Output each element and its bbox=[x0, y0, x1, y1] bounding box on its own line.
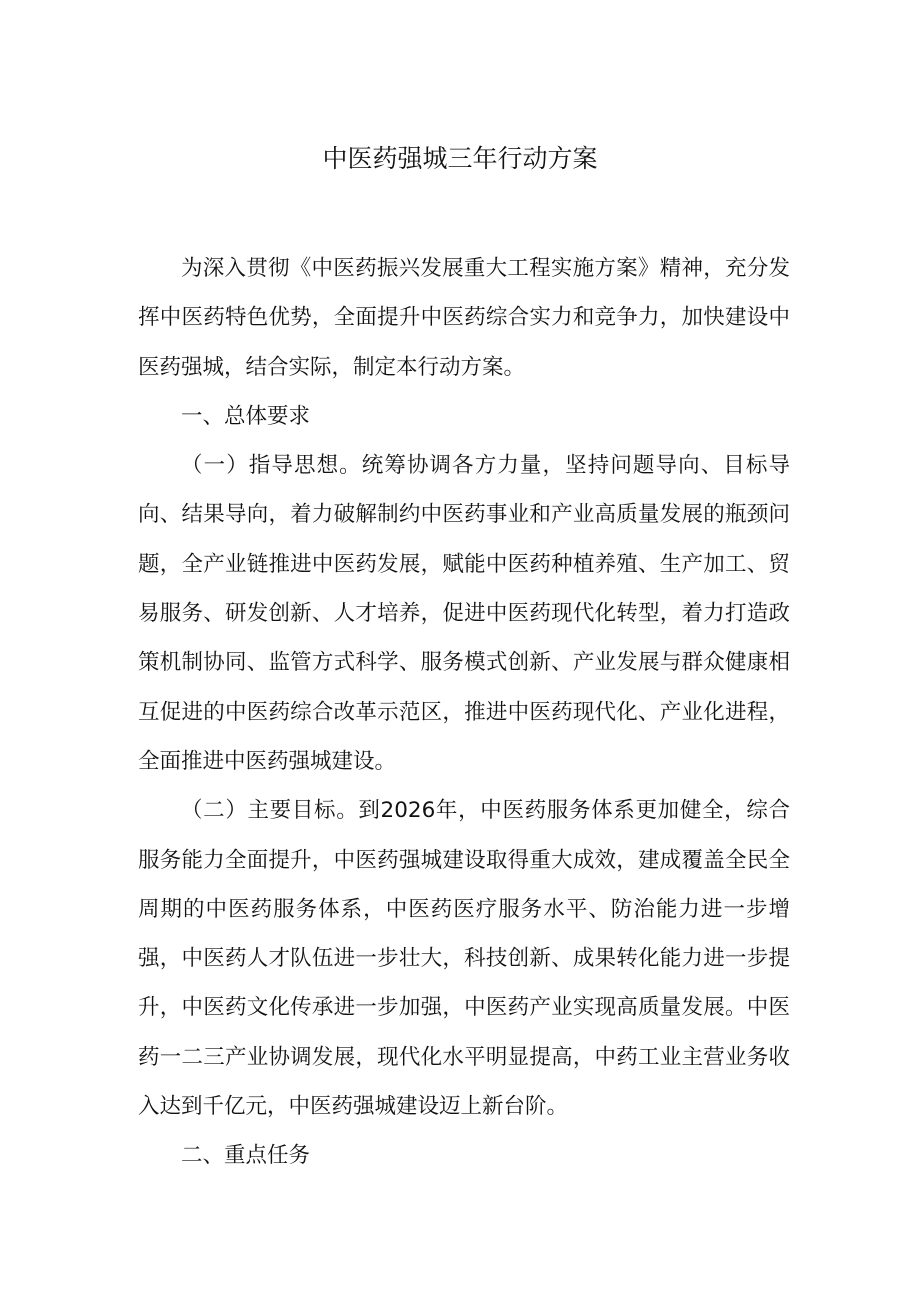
document-title: 中医药强城三年行动方案 bbox=[322, 144, 598, 173]
guiding-ideology-paragraph: （一）指导思想。统筹协调各方力量，坚持问题导向、目标导向、结果导向，着力破解制约中医药事业和产业高质量发展的瓶颈问题，全产业链推进中医药发展，赋能中医药种植养殖、生产加工、贸易服务、研发创新、人才培养，促进中医药现代化转型，着力打造政策机制协同、监管方式科学、服务模式创新、产业发展与群众健康相互促进的中医药综合改革示范区，推进中医药现代化、产业化进程，全面推进中医药强城建设。 bbox=[138, 453, 790, 774]
main-goals-paragraph: （二）主要目标。到2026年，中医药服务体系更加健全，综合服务能力全面提升，中医药强城建设取得重大成效，建成覆盖全民全周期的中医药服务体系，中医药医疗服务水平、防治能力进一步增强，中医药人才队伍进一步壮大，科技创新、成果转化能力进一步提升，中医药文化传承进一步加强，中医药产业实现高质量发展。中医药一二三产业协调发展，现代化水平明显提高，中药工业主营业务收入达到千亿元，中医药强城建设迈上新台阶。 bbox=[138, 798, 790, 1120]
section-heading-general-requirements: 一、总体要求 bbox=[181, 403, 311, 429]
section-heading-key-tasks: 二、重点任务 bbox=[181, 1143, 311, 1169]
intro-paragraph: 为深入贯彻《中医药振兴发展重大工程实施方案》精神，充分发挥中医药特色优势，全面提升中医药综合实力和竞争力，加快建设中医药强城，结合实际，制定本行动方案。 bbox=[138, 256, 790, 380]
document-body bbox=[138, 244, 790, 1181]
